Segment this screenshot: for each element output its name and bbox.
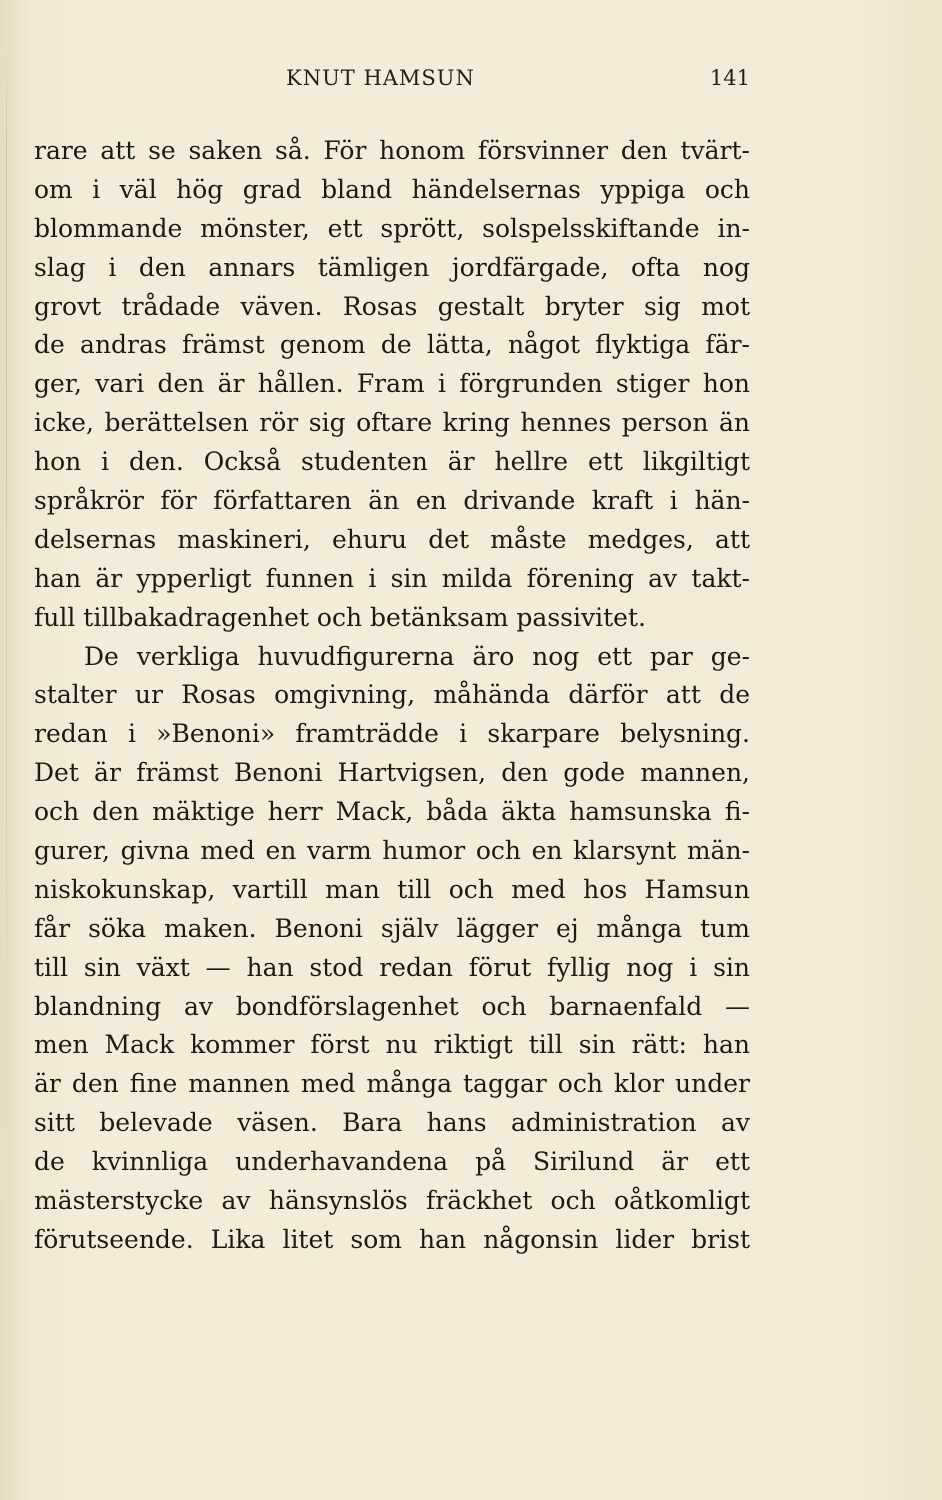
text-line: Det är främst Benoni Hartvigsen, den gode mannen, xyxy=(34,758,750,788)
text-line: är den fine mannen med många taggar och klor under xyxy=(34,1069,750,1099)
text-line: får söka maken. Benoni själv lägger ej många tum xyxy=(34,913,750,943)
text-line: rare att se saken så. För honom försvinner den tvärt- xyxy=(34,136,750,165)
text-line: sitt belevade väsen. Bara hans administration av xyxy=(34,1108,750,1138)
body-text xyxy=(34,132,750,1260)
text-line: slag i den annars tämligen jordfärgade, ofta nog xyxy=(34,252,750,282)
text-line: niskokunskap, vartill man till och med hos Hamsun xyxy=(34,874,750,904)
text-line: hon i den. Också studenten är hellre ett likgiltigt xyxy=(34,447,750,477)
text-line: han är ypperligt funnen i sin milda förening av takt- xyxy=(34,563,750,593)
text-line: ger, vari den är hållen. Fram i förgrunden stiger hon xyxy=(34,369,750,399)
text-line: språkrör för författaren än en drivande kraft i hän- xyxy=(34,486,750,516)
text-line: blommande mönster, ett sprött, solspelsskiftande in- xyxy=(34,213,750,243)
text-line: till sin växt — han stod redan förut fyllig nog i sin xyxy=(34,952,750,982)
text-line: grovt trådade väven. Rosas gestalt bryter sig mot xyxy=(34,291,750,321)
text-line: icke, berättelsen rör sig oftare kring hennes person än xyxy=(34,408,750,438)
page-gutter xyxy=(6,40,7,1240)
text-line: förutseende. Lika litet som han någonsin lider brist xyxy=(34,1224,750,1254)
text-line: stalter ur Rosas omgivning, måhända därför att de xyxy=(34,680,750,710)
text-line: delsernas maskineri, ehuru det måste medges, att xyxy=(34,524,750,554)
page-header xyxy=(34,66,750,96)
text-line: och den mäktige herr Mack, båda äkta hamsunska fi- xyxy=(34,797,750,827)
text-line: de kvinnliga underhavandena på Sirilund är ett xyxy=(34,1147,750,1177)
paragraph-first-line: De verkliga huvudfigurerna äro nog ett par ge- xyxy=(84,641,750,671)
text-line: blandning av bondförslagenhet och barnaenfald — xyxy=(34,991,750,1021)
text-line: gurer, givna med en varm humor och en klarsynt män- xyxy=(34,836,750,866)
text-line: men Mack kommer först nu riktigt till sin rätt: han xyxy=(34,1030,750,1060)
running-head: KNUT HAMSUN xyxy=(286,66,475,90)
text-line: de andras främst genom de lätta, något flyktiga fär- xyxy=(34,330,750,360)
text-line: redan i »Benoni» framträdde i skarpare belysning. xyxy=(34,719,750,749)
text-line: om i väl hög grad bland händelsernas yppiga och xyxy=(34,174,750,204)
paragraph-last-line: full tillbakadragenhet och betänksam passivitet. xyxy=(34,602,646,632)
text-line: mästerstycke av hänsynslös fräckhet och oåtkomligt xyxy=(34,1186,750,1216)
page-number: 141 xyxy=(709,66,750,90)
